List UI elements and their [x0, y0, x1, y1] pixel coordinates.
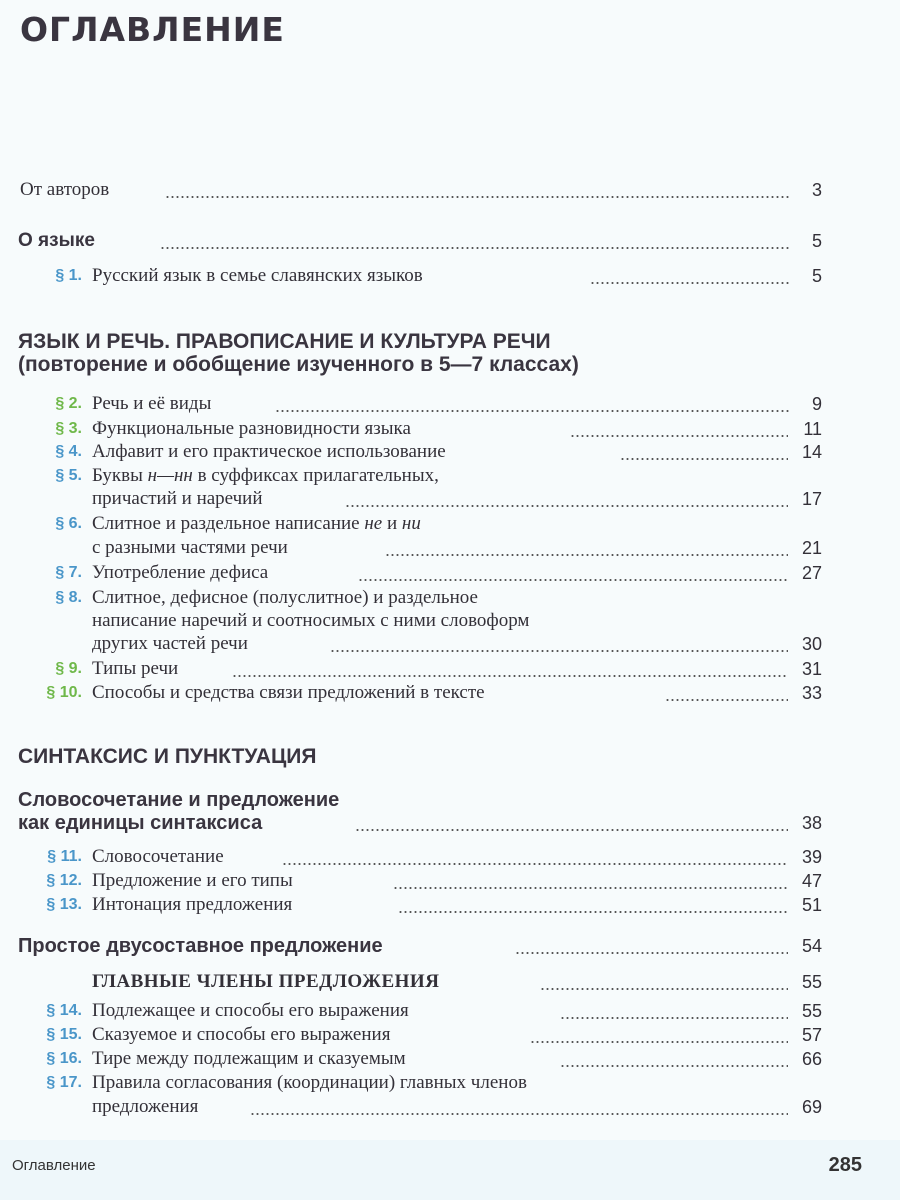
toc-entry-p4[interactable] — [0, 440, 900, 464]
dot-leader — [275, 392, 790, 416]
section-number: § 11. — [47, 848, 82, 865]
toc-entry-p16[interactable] — [0, 1047, 900, 1071]
dot-leader — [385, 536, 788, 560]
toc-entry-p2[interactable] — [0, 392, 900, 416]
section-number: § 17. — [46, 1074, 82, 1091]
entry-title: Правила согласования (координации) главных членов — [92, 1072, 527, 1093]
title-text: Слитное и раздельное написание — [92, 513, 365, 534]
toc-entry-p6[interactable] — [0, 512, 900, 536]
section-number: § 7. — [55, 564, 82, 581]
entry-page: 55 — [801, 1001, 822, 1021]
section-number: § 14. — [46, 1002, 82, 1019]
entry-page: 66 — [801, 1049, 822, 1069]
entry-title: как единицы синтаксиса — [18, 812, 263, 834]
section-number: § 13. — [46, 896, 82, 913]
dot-leader — [160, 229, 790, 253]
section-number: § 3. — [55, 420, 82, 437]
dot-leader — [560, 999, 788, 1023]
dot-leader — [345, 487, 788, 511]
entry-title: Сказуемое и способы его выражения — [92, 1024, 391, 1045]
entry-page: 27 — [801, 563, 822, 583]
toc-entry-p5-cont[interactable] — [0, 487, 900, 511]
entry-title: Слитное, дефисное (полуслитное) и раздельное — [92, 587, 478, 608]
entry-page: 5 — [811, 231, 822, 251]
section-number: § 4. — [55, 443, 82, 460]
toc-entry-chapter-phrase-sentence[interactable] — [0, 811, 900, 835]
dot-leader — [590, 264, 790, 288]
dot-leader — [515, 934, 788, 958]
entry-page: 51 — [801, 895, 822, 915]
dot-leader — [398, 893, 788, 917]
dot-leader — [620, 440, 788, 464]
entry-page: 31 — [801, 659, 822, 679]
page-title: ОГЛАВЛЕНИЕ — [20, 10, 285, 49]
dot-leader — [530, 1023, 788, 1047]
part-subheading: (повторение и обобщение изученного в 5—7 классах) — [18, 353, 579, 376]
entry-page: 39 — [801, 847, 822, 867]
entry-page: 38 — [801, 813, 822, 833]
part-heading: ЯЗЫК И РЕЧЬ. ПРАВОПИСАНИЕ И КУЛЬТУРА РЕЧИ — [18, 330, 551, 353]
dot-leader — [330, 632, 788, 656]
dot-leader — [358, 561, 788, 585]
toc-entry-p13[interactable] — [0, 893, 900, 917]
toc-entry-p5[interactable] — [0, 464, 900, 488]
entry-page: 5 — [811, 266, 822, 286]
section-number: § 12. — [46, 872, 82, 889]
entry-title: ГЛАВНЫЕ ЧЛЕНЫ ПРЕДЛОЖЕНИЯ — [92, 971, 440, 992]
toc-entry-p17[interactable] — [0, 1071, 900, 1095]
dot-leader — [665, 681, 788, 705]
entry-title: написание наречий и соотносимых с ними словоформ — [92, 610, 530, 631]
dot-leader — [232, 657, 788, 681]
toc-entry-p8-cont2[interactable] — [0, 632, 900, 656]
dot-leader — [540, 970, 788, 994]
entry-title: Функциональные разновидности языка — [92, 418, 411, 439]
title-text: Буквы — [92, 465, 148, 486]
entry-page: 30 — [801, 634, 822, 654]
dot-leader — [282, 845, 788, 869]
entry-page: 9 — [811, 394, 822, 414]
entry-title — [92, 512, 421, 536]
section-number: § 10. — [46, 684, 82, 701]
entry-title: предложения — [92, 1096, 199, 1117]
entry-title: Простое двусоставное предложение — [18, 935, 383, 957]
toc-entry-p11[interactable] — [0, 845, 900, 869]
entry-title: Подлежащее и способы его выражения — [92, 1000, 409, 1021]
title-text: и — [382, 513, 402, 534]
page-number: 285 — [828, 1154, 862, 1176]
section-number: § 16. — [46, 1050, 82, 1067]
section-number: § 2. — [55, 395, 82, 412]
toc-entry-p1[interactable] — [0, 264, 900, 288]
dot-leader — [355, 811, 788, 835]
toc-entry-p14[interactable] — [0, 999, 900, 1023]
entry-page: 3 — [811, 180, 822, 200]
toc-entry-p6-cont[interactable] — [0, 536, 900, 560]
entry-page: 54 — [801, 936, 822, 956]
chapter-heading: Словосочетание и предложение — [18, 789, 340, 811]
entry-title: Типы речи — [92, 658, 179, 679]
entry-page: 69 — [801, 1097, 822, 1117]
dot-leader — [250, 1095, 788, 1119]
section-number: § 1. — [55, 267, 82, 284]
entry-title: с разными частями речи — [92, 537, 288, 558]
dot-leader — [570, 417, 788, 441]
entry-page: 55 — [801, 972, 822, 992]
section-number: § 6. — [55, 515, 82, 532]
toc-entry-p17-cont[interactable] — [0, 1095, 900, 1119]
toc-entry-p7[interactable] — [0, 561, 900, 585]
entry-page: 33 — [801, 683, 822, 703]
title-text: в суффиксах прилагательных, — [192, 465, 439, 486]
title-italic: н—нн — [147, 465, 193, 486]
toc-entry-main-members[interactable] — [0, 970, 900, 994]
entry-page: 17 — [801, 489, 822, 509]
entry-title: других частей речи — [92, 633, 248, 654]
entry-page: 47 — [801, 871, 822, 891]
entry-title: Алфавит и его практическое использование — [92, 441, 446, 462]
toc-entry-p8-cont1[interactable] — [0, 609, 900, 633]
title-italic: не — [364, 513, 383, 534]
part-heading: СИНТАКСИС И ПУНКТУАЦИЯ — [18, 745, 317, 768]
toc-entry-p9[interactable] — [0, 657, 900, 681]
entry-title: Словосочетание — [92, 846, 224, 867]
entry-title: Русский язык в семье славянских языков — [92, 265, 423, 286]
entry-title: О языке — [18, 230, 95, 251]
entry-title: Предложение и его типы — [92, 870, 293, 891]
running-footer-title: Оглавление — [12, 1157, 96, 1174]
toc-entry-p12[interactable] — [0, 869, 900, 893]
title-italic: ни — [401, 513, 421, 534]
entry-title: Способы и средства связи предложений в тексте — [92, 682, 485, 703]
toc-entry-chapter-simple-sentence[interactable] — [0, 934, 900, 958]
toc-entry-p3[interactable] — [0, 417, 900, 441]
entry-title: Интонация предложения — [92, 894, 293, 915]
entry-title: Речь и её виды — [92, 393, 212, 414]
section-number: § 8. — [55, 589, 82, 606]
toc-entry-p10[interactable] — [0, 681, 900, 705]
entry-page: 21 — [801, 538, 822, 558]
entry-title: Тире между подлежащим и сказуемым — [92, 1048, 406, 1069]
section-number: § 15. — [46, 1026, 82, 1043]
entry-title — [92, 464, 439, 488]
toc-entry-from-authors[interactable] — [0, 178, 900, 202]
toc-entry-p15[interactable] — [0, 1023, 900, 1047]
entry-title: От авторов — [20, 179, 110, 200]
dot-leader — [393, 869, 788, 893]
section-number: § 5. — [55, 467, 82, 484]
entry-title: Употребление дефиса — [92, 562, 269, 583]
section-number: § 9. — [55, 660, 82, 677]
entry-page: 11 — [803, 419, 822, 439]
dot-leader — [560, 1047, 788, 1071]
footer-band — [0, 1140, 900, 1200]
toc-entry-p8[interactable] — [0, 586, 900, 610]
entry-page: 14 — [801, 442, 822, 462]
entry-page: 57 — [801, 1025, 822, 1045]
toc-entry-about-language[interactable] — [0, 229, 900, 253]
dot-leader — [165, 178, 790, 202]
entry-title: причастий и наречий — [92, 488, 263, 509]
